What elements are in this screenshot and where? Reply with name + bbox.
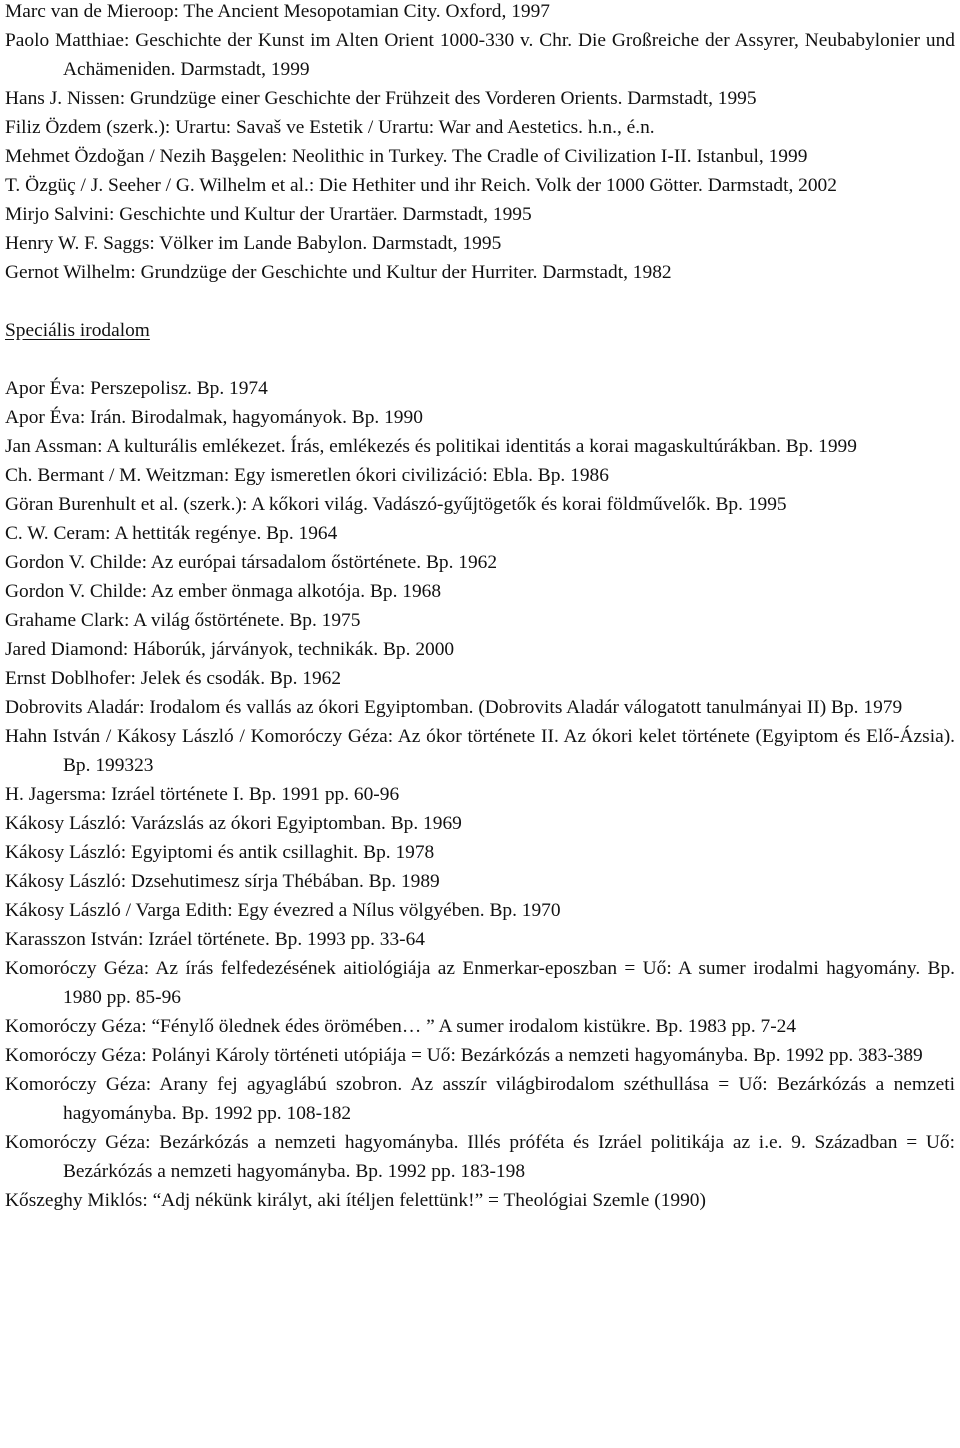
bibliography-entry: Henry W. F. Saggs: Völker im Lande Babylon. Darmstadt, 1995 bbox=[5, 233, 502, 254]
bibliography-entry: Grahame Clark: A világ őstörténete. Bp. 1975 bbox=[5, 610, 361, 631]
bibliography-entry: Komoróczy Géza: Az írás felfedezésének aitiológiája az Enmerkar-eposzban = Uő: A sumer irodalmi hagyomány. Bp. 1980 pp. 85-96 bbox=[5, 958, 955, 1008]
bibliography-entry: Kákosy László: Varázslás az ókori Egyiptomban. Bp. 1969 bbox=[5, 813, 462, 834]
bibliography-entry: Kákosy László: Egyiptomi és antik csillaghit. Bp. 1978 bbox=[5, 842, 435, 863]
bibliography-entry: Karasszon István: Izráel története. Bp. 1993 pp. 33-64 bbox=[5, 929, 426, 950]
bibliography-entry: Komoróczy Géza: Arany fej agyaglábú szobron. Az asszír világbirodalom széthullása = Uő: Bezárkózás a nemzeti hagyományba. Bp. 1992 pp. 108-182 bbox=[5, 1074, 955, 1124]
bibliography-entry: Dobrovits Aladár: Irodalom és vallás az ókori Egyiptomban. (Dobrovits Aladár válogatott tanulmányai II) Bp. 1979 bbox=[5, 697, 903, 718]
bibliography-entry: H. Jagersma: Izráel története I. Bp. 1991 pp. 60-96 bbox=[5, 784, 400, 805]
bibliography-entry: Ernst Doblhofer: Jelek és csodák. Bp. 1962 bbox=[5, 668, 342, 689]
bibliography-entry: T. Özgüç / J. Seeher / G. Wilhelm et al.: Die Hethiter und ihr Reich. Volk der 1000 Götter. Darmstadt, 2002 bbox=[5, 175, 837, 196]
bibliography-entry: Gordon V. Childe: Az ember önmaga alkotója. Bp. 1968 bbox=[5, 581, 442, 602]
bibliography-entry: Ch. Bermant / M. Weitzman: Egy ismeretlen ókori civilizáció: Ebla. Bp. 1986 bbox=[5, 465, 609, 486]
bibliography-page bbox=[5, 0, 955, 1215]
section-heading: Speciális irodalom bbox=[5, 320, 150, 341]
bibliography-entry: Kákosy László / Varga Edith: Egy évezred a Nílus völgyében. Bp. 1970 bbox=[5, 900, 561, 921]
bibliography-entry: Komoróczy Géza: Bezárkózás a nemzeti hagyományba. Illés próféta és Izráel politikája az i.e. 9. Században = Uő: Bezárkózás a nemzeti hagyományba. Bp. 1992 pp. 183-198 bbox=[5, 1132, 955, 1182]
special-bibliography-list bbox=[5, 374, 955, 1215]
bibliography-entry: Apor Éva: Perszepolisz. Bp. 1974 bbox=[5, 378, 268, 399]
bibliography-entry: C. W. Ceram: A hettiták regénye. Bp. 1964 bbox=[5, 523, 338, 544]
bibliography-entry: Göran Burenhult et al. (szerk.): A kőkori világ. Vadászó-gyűjtögetők és korai földművelők. Bp. 1995 bbox=[5, 494, 787, 515]
bibliography-entry: Marc van de Mieroop: The Ancient Mesopotamian City. Oxford, 1997 bbox=[5, 1, 550, 22]
section-heading-wrapper bbox=[5, 316, 955, 374]
bibliography-entry: Gordon V. Childe: Az európai társadalom őstörténete. Bp. 1962 bbox=[5, 552, 498, 573]
bibliography-entry: Kákosy László: Dzsehutimesz sírja Thébában. Bp. 1989 bbox=[5, 871, 440, 892]
bibliography-entry: Hahn István / Kákosy László / Komoróczy Géza: Az ókor története II. Az ókori kelet története (Egyiptom és Elő-Ázsia). Bp. 199323 bbox=[5, 726, 955, 776]
bibliography-entry: Mirjo Salvini: Geschichte und Kultur der Urartäer. Darmstadt, 1995 bbox=[5, 204, 532, 225]
bibliography-entry: Komoróczy Géza: “Fénylő ölednek édes örömében… ” A sumer irodalom kistükre. Bp. 1983 pp. 7-24 bbox=[5, 1016, 797, 1037]
bibliography-entry: Komoróczy Géza: Polányi Károly történeti utópiája = Uő: Bezárkózás a nemzeti hagyományba. Bp. 1992 pp. 383-389 bbox=[5, 1045, 923, 1066]
bibliography-entry: Hans J. Nissen: Grundzüge einer Geschichte der Frühzeit des Vorderen Orients. Darmstadt, 1995 bbox=[5, 88, 757, 109]
bibliography-entry: Filiz Özdem (szerk.): Urartu: Savaš ve Estetik / Urartu: War and Aestetics. h.n., é.n. bbox=[5, 117, 655, 138]
general-bibliography-list bbox=[5, 0, 955, 287]
bibliography-entry: Paolo Matthiae: Geschichte der Kunst im Alten Orient 1000-330 v. Chr. Die Großreiche der Assyrer, Neubabylonier und Achämeniden. Darmstadt, 1999 bbox=[5, 30, 955, 80]
bibliography-entry: Jared Diamond: Háborúk, járványok, technikák. Bp. 2000 bbox=[5, 639, 455, 660]
bibliography-entry: Mehmet Özdoğan / Nezih Başgelen: Neolithic in Turkey. The Cradle of Civilization I-II. Istanbul, 1999 bbox=[5, 146, 808, 167]
bibliography-entry: Gernot Wilhelm: Grundzüge der Geschichte und Kultur der Hurriter. Darmstadt, 1982 bbox=[5, 262, 672, 283]
bibliography-entry: Jan Assman: A kulturális emlékezet. Írás, emlékezés és politikai identitás a korai magaskultúrákban. Bp. 1999 bbox=[5, 436, 857, 457]
bibliography-entry: Apor Éva: Irán. Birodalmak, hagyományok. Bp. 1990 bbox=[5, 407, 423, 428]
bibliography-entry: Kőszeghy Miklós: “Adj nékünk királyt, aki ítéljen felettünk!” = Theológiai Szemle (1990) bbox=[5, 1190, 706, 1211]
